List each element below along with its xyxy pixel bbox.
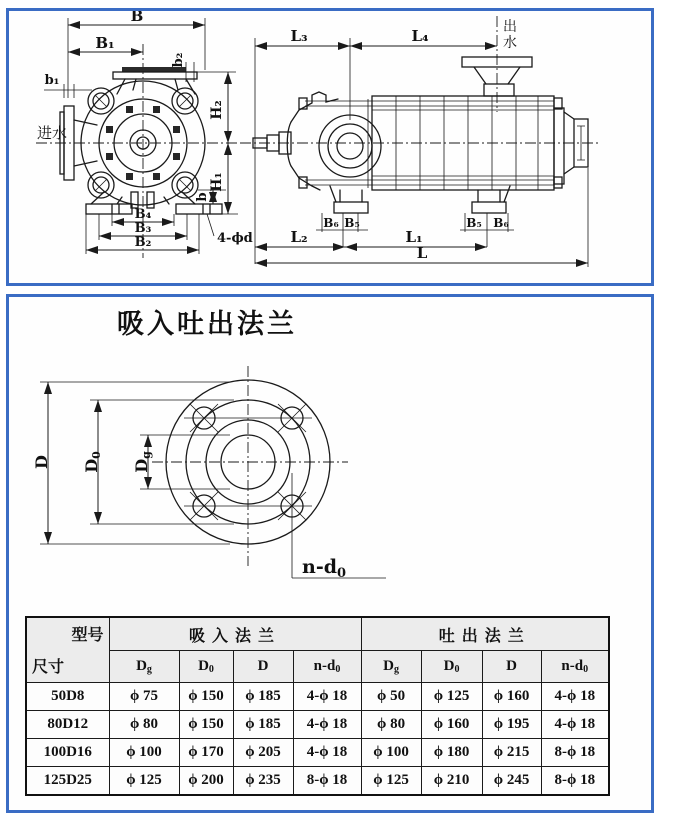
dim-label-b: b [195, 192, 210, 202]
dim-label-B3: B₃ [134, 221, 152, 236]
model-cell: 50D8 [26, 683, 109, 711]
value-cell: ϕ 80 [109, 711, 179, 739]
group-header-discharge-flange: 吐出法兰 [361, 617, 609, 651]
dim-label-B1: B₁ [95, 34, 115, 52]
group-header-suction-flange: 吸入法兰 [109, 617, 361, 651]
flange-drawing [9, 330, 651, 620]
dim-label-4-phi-d: 4-ϕd [217, 231, 253, 246]
corner-label-model: 型号 [71, 627, 104, 644]
value-cell: ϕ 170 [179, 739, 233, 767]
inlet-label: 进水 [37, 125, 68, 142]
value-cell: ϕ 100 [109, 739, 179, 767]
value-cell: 4-ϕ 18 [293, 711, 361, 739]
table-row [26, 739, 609, 767]
value-cell: ϕ 50 [361, 683, 421, 711]
outlet-label-char2: 水 [503, 34, 517, 50]
outline-drawing-panel [6, 8, 654, 286]
value-cell: ϕ 80 [361, 711, 421, 739]
col-header-discharge-D: D [482, 651, 541, 683]
value-cell: ϕ 185 [233, 711, 293, 739]
value-cell: ϕ 200 [179, 767, 233, 796]
dim-label-B4: B₄ [134, 207, 152, 222]
dim-label-B6-right: B₆ [493, 216, 509, 230]
col-header-suction-Dg: $D_g$ [109, 651, 179, 683]
value-cell: 8-ϕ 18 [541, 767, 609, 796]
value-cell: ϕ 150 [179, 711, 233, 739]
flange-dimensions-table [25, 616, 610, 796]
value-cell: ϕ 125 [109, 767, 179, 796]
dim-label-B2: B₂ [134, 235, 152, 250]
dim-label-B5-left: B₅ [344, 216, 360, 230]
dim-label-L: L [416, 244, 428, 262]
value-cell: ϕ 210 [421, 767, 482, 796]
value-cell: ϕ 125 [361, 767, 421, 796]
col-header-discharge-n-d0: $n-d_0$ [541, 651, 609, 683]
flange-panel [6, 294, 654, 813]
value-cell: ϕ 100 [361, 739, 421, 767]
value-cell: ϕ 160 [421, 711, 482, 739]
dim-label-L2: L₂ [290, 228, 308, 246]
col-header-discharge-Dg: $D_g$ [361, 651, 421, 683]
dim-label-D0: D0 [82, 451, 103, 473]
value-cell: 4-ϕ 18 [293, 683, 361, 711]
col-header-suction-D0: $D_0$ [179, 651, 233, 683]
value-cell: ϕ 205 [233, 739, 293, 767]
outlet-label-char1: 出 [503, 18, 517, 34]
model-cell: 125D25 [26, 767, 109, 796]
value-cell: ϕ 150 [179, 683, 233, 711]
model-cell: 80D12 [26, 711, 109, 739]
table-row [26, 711, 609, 739]
value-cell: ϕ 195 [482, 711, 541, 739]
col-header-suction-D: D [233, 651, 293, 683]
value-cell: 4-ϕ 18 [293, 739, 361, 767]
value-cell: ϕ 245 [482, 767, 541, 796]
value-cell: ϕ 180 [421, 739, 482, 767]
model-cell: 100D16 [26, 739, 109, 767]
flange-dimensions [32, 382, 386, 581]
value-cell: 8-ϕ 18 [541, 739, 609, 767]
corner-label-size: 尺寸 [32, 659, 65, 676]
table-row [26, 767, 609, 796]
dim-label-B5-right: B₅ [466, 216, 482, 230]
value-cell: ϕ 215 [482, 739, 541, 767]
table-corner-cell [26, 617, 109, 683]
dim-label-B: B [130, 11, 144, 25]
dim-label-B6-left: B₆ [323, 216, 339, 230]
dim-label-n-d0: $n-d_0$ [302, 556, 347, 581]
value-cell: ϕ 235 [233, 767, 293, 796]
pump-side-view [240, 57, 600, 247]
dim-label-L1: L₁ [405, 228, 423, 246]
dim-label-L3: L₃ [290, 27, 308, 45]
dim-label-b1: b₁ [44, 73, 60, 88]
value-cell: ϕ 125 [421, 683, 482, 711]
value-cell: 4-ϕ 18 [541, 711, 609, 739]
front-view-dimensions [37, 11, 253, 254]
dim-label-b2: b₂ [171, 52, 186, 68]
value-cell: ϕ 75 [109, 683, 179, 711]
table-row [26, 683, 609, 711]
value-cell: 4-ϕ 18 [541, 683, 609, 711]
value-cell: ϕ 185 [233, 683, 293, 711]
dim-label-H2: H₂ [209, 100, 225, 120]
flange-section-title: 吸入吐出法兰 [117, 309, 297, 339]
col-header-suction-n-d0: $n-d_0$ [293, 651, 361, 683]
dim-label-H1: H₁ [209, 172, 225, 192]
dim-label-Dg: Dg [132, 451, 153, 473]
pump-outline-drawing [9, 11, 651, 283]
col-header-discharge-D0: $D_0$ [421, 651, 482, 683]
value-cell: 8-ϕ 18 [293, 767, 361, 796]
value-cell: ϕ 160 [482, 683, 541, 711]
dim-label-D: D [32, 455, 51, 469]
flange-face-view [152, 366, 348, 566]
dim-label-L4: L₄ [411, 27, 429, 45]
